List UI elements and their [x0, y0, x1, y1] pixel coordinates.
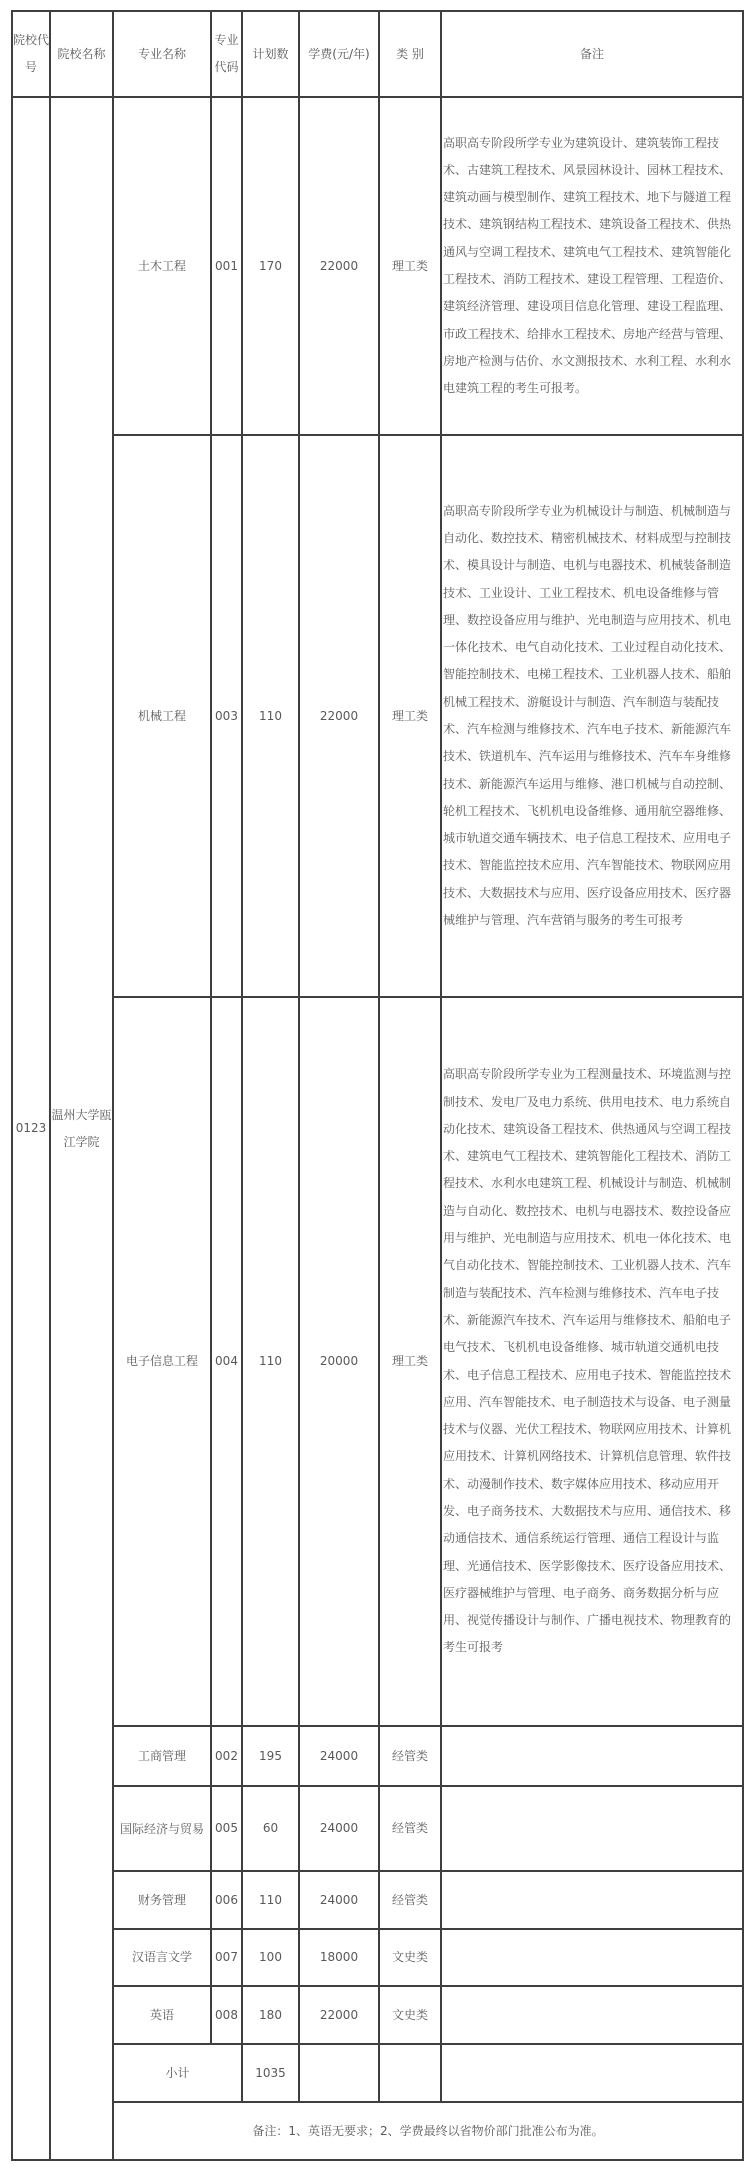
table-row	[12, 1929, 743, 1986]
plan-count-cell: 110	[242, 997, 299, 1726]
plan-count-cell: 180	[242, 1986, 299, 2044]
table-row	[12, 1871, 743, 1929]
remark-cell	[441, 1929, 743, 1986]
subtotal-category-empty	[379, 2044, 441, 2102]
header-plan-count: 计划数	[242, 11, 299, 97]
major-code-cell: 004	[211, 997, 242, 1726]
header-row	[12, 11, 743, 97]
category-cell: 理工类	[379, 97, 441, 435]
category-cell: 文史类	[379, 1986, 441, 2044]
tuition-cell: 20000	[299, 997, 379, 1726]
plan-count-cell: 110	[242, 435, 299, 997]
table-row	[12, 1986, 743, 2044]
table-row	[12, 97, 743, 435]
major-code-cell: 005	[211, 1786, 242, 1871]
table-row	[12, 997, 743, 1726]
category-cell: 经管类	[379, 1786, 441, 1871]
remark-cell: 高职高专阶段所学专业为机械设计与制造、机械制造与自动化、数控技术、精密机械技术、材料成型与控制技术、模具设计与制造、电机与电器技术、机械装备制造技术、工业设计、工业工程技术、机电设备维修与管理、数控设备应用与维护、光电制造与应用技术、机电一体化技术、电气自动化技术、工业过程自动化技术、智能控制技术、电梯工程技术、工业机器人技术、船舶机械工程技术、游艇设计与制造、汽车制造与装配技术、汽车检测与维修技术、汽车电子技术、新能源汽车技术、铁道机车、汽车运用与维修技术、汽车车身维修技术、新能源汽车运用与维修、港口机械与自动控制、轮机工程技术、飞机机电设备维修、通用航空器维修、城市轨道交通车辆技术、电子信息工程技术、应用电子技术、智能监控技术应用、汽车智能技术、物联网应用技术、大数据技术与应用、医疗设备应用技术、医疗器械维护与管理、汽车营销与服务的考生可报考	[441, 435, 743, 997]
subtotal-label: 小计	[113, 2044, 242, 2102]
category-cell: 理工类	[379, 997, 441, 1726]
major-name-cell: 汉语言文学	[113, 1929, 211, 1986]
tuition-cell: 24000	[299, 1871, 379, 1929]
category-cell: 理工类	[379, 435, 441, 997]
plan-count-cell: 100	[242, 1929, 299, 1986]
school-code-cell: 0123	[12, 97, 50, 2160]
major-name-text: 国际经济与贸易	[119, 1821, 204, 1836]
major-code-cell: 006	[211, 1871, 242, 1929]
tuition-cell: 24000	[299, 1786, 379, 1871]
remark-cell	[441, 1786, 743, 1871]
subtotal-row	[12, 2044, 743, 2102]
plan-count-cell: 110	[242, 1871, 299, 1929]
major-code-cell: 001	[211, 97, 242, 435]
major-name-cell: 机械工程	[113, 435, 211, 997]
table-row	[12, 1786, 743, 1871]
remark-cell	[441, 1986, 743, 2044]
tuition-cell: 22000	[299, 1986, 379, 2044]
header-tuition: 学费(元/年)	[299, 11, 379, 97]
school-name-cell: 温州大学瓯江学院	[50, 97, 113, 2160]
plan-count-cell: 195	[242, 1726, 299, 1786]
major-code-cell: 007	[211, 1929, 242, 1986]
header-major-name: 专业名称	[113, 11, 211, 97]
plan-count-cell: 60	[242, 1786, 299, 1871]
major-name-cell: 英语	[113, 1986, 211, 2044]
header-remarks: 备注	[441, 11, 743, 97]
tuition-cell: 22000	[299, 97, 379, 435]
major-code-cell: 003	[211, 435, 242, 997]
tuition-cell: 18000	[299, 1929, 379, 1986]
category-cell: 文史类	[379, 1929, 441, 1986]
subtotal-plan: 1035	[242, 2044, 299, 2102]
header-category: 类 别	[379, 11, 441, 97]
remark-cell: 高职高专阶段所学专业为建筑设计、建筑装饰工程技术、古建筑工程技术、风景园林设计、园林工程技术、建筑动画与模型制作、建筑工程技术、地下与隧道工程技术、建筑钢结构工程技术、建筑设备工程技术、供热通风与空调工程技术、建筑电气工程技术、建筑智能化工程技术、消防工程技术、建设工程管理、工程造价、建筑经济管理、建设项目信息化管理、建设工程监理、市政工程技术、给排水工程技术、房地产经营与管理、房地产检测与估价、水文测报技术、水利工程、水利水电建筑工程的考生可报考。	[441, 97, 743, 435]
table-row	[12, 1726, 743, 1786]
major-code-cell: 002	[211, 1726, 242, 1786]
tuition-cell: 22000	[299, 435, 379, 997]
footnote-row	[12, 2102, 743, 2160]
table-row	[12, 435, 743, 997]
remark-cell	[441, 1871, 743, 1929]
enrollment-plan-table	[11, 10, 744, 2161]
header-school-name: 院校名称	[50, 11, 113, 97]
remark-cell	[441, 1726, 743, 1786]
category-cell: 经管类	[379, 1726, 441, 1786]
major-name-cell	[113, 1786, 211, 1871]
plan-count-cell: 170	[242, 97, 299, 435]
tuition-cell: 24000	[299, 1726, 379, 1786]
footnote: 备注：1、英语无要求；2、学费最终以省物价部门批准公布为准。	[113, 2102, 743, 2160]
major-name-cell: 工商管理	[113, 1726, 211, 1786]
subtotal-tuition-empty	[299, 2044, 379, 2102]
subtotal-remark-empty	[441, 2044, 743, 2102]
major-name-cell: 财务管理	[113, 1871, 211, 1929]
major-name-cell: 电子信息工程	[113, 997, 211, 1726]
remark-cell: 高职高专阶段所学专业为工程测量技术、环境监测与控制技术、发电厂及电力系统、供用电技术、电力系统自动化技术、建筑设备工程技术、供热通风与空调工程技术、建筑电气工程技术、建筑智能化工程技术、消防工程技术、水利水电建筑工程、机械设计与制造、机械制造与自动化、数控技术、电机与电器技术、数控设备应用与维护、光电制造与应用技术、机电一体化技术、电气自动化技术、智能控制技术、工业机器人技术、汽车制造与装配技术、汽车检测与维修技术、汽车电子技术、新能源汽车技术、汽车运用与维修技术、船舶电子电气技术、飞机机电设备维修、城市轨道交通机电技术、电子信息工程技术、应用电子技术、智能监控技术应用、汽车智能技术、电子制造技术与设备、电子测量技术与仪器、光伏工程技术、物联网应用技术、计算机应用技术、计算机网络技术、计算机信息管理、软件技术、动漫制作技术、数字媒体应用技术、移动应用开发、电子商务技术、大数据技术与应用、通信技术、移动通信技术、通信系统运行管理、通信工程设计与监理、光通信技术、医学影像技术、医疗设备应用技术、医疗器械维护与管理、电子商务、商务数据分析与应用、视觉传播设计与制作、广播电视技术、物理教育的考生可报考	[441, 997, 743, 1726]
header-school-code: 院校代号	[12, 11, 50, 97]
major-code-cell: 008	[211, 1986, 242, 2044]
major-name-cell: 土木工程	[113, 97, 211, 435]
header-major-code: 专业代码	[211, 11, 242, 97]
category-cell: 经管类	[379, 1871, 441, 1929]
